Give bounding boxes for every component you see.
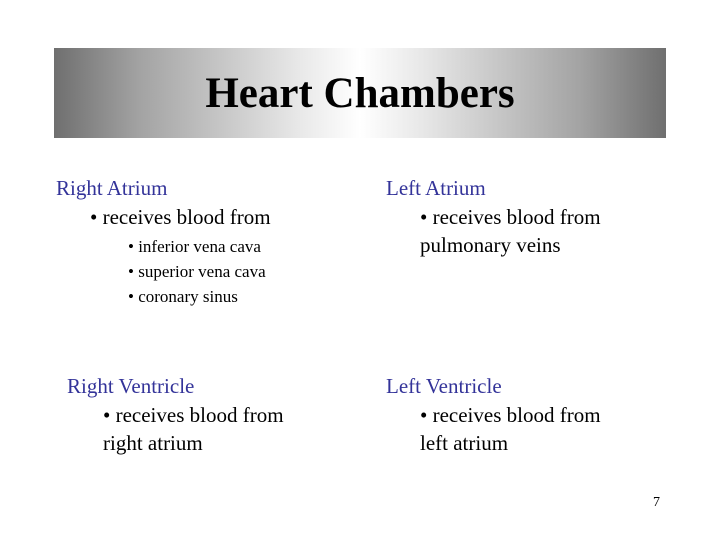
right-atrium-section [56, 174, 271, 309]
left-ventricle-heading: Left Ventricle [386, 374, 502, 398]
right-atrium-sub-item: • inferior vena cava [128, 237, 261, 256]
left-ventricle-section [386, 372, 601, 457]
slide-title: Heart Chambers [205, 70, 515, 117]
left-atrium-bullet: • receives blood from [420, 205, 601, 229]
left-ventricle-bullet: • receives blood from [420, 403, 601, 427]
right-ventricle-bullet: • receives blood from [103, 403, 284, 427]
left-atrium-section [386, 174, 601, 259]
right-ventricle-heading: Right Ventricle [67, 374, 195, 398]
left-ventricle-bullet-continuation: left atrium [420, 431, 509, 455]
right-atrium-bullet: • receives blood from [90, 205, 271, 229]
left-atrium-bullet-continuation: pulmonary veins [420, 233, 561, 257]
right-ventricle-bullet-continuation: right atrium [103, 431, 203, 455]
right-atrium-sub-item: • superior vena cava [128, 262, 266, 281]
right-ventricle-section [67, 372, 284, 457]
page-number: 7 [653, 495, 660, 510]
right-atrium-heading: Right Atrium [56, 176, 168, 200]
left-atrium-heading: Left Atrium [386, 176, 486, 200]
right-atrium-sub-item: • coronary sinus [128, 287, 238, 306]
title-bar [54, 48, 666, 138]
right-atrium-sub-list [128, 234, 271, 309]
